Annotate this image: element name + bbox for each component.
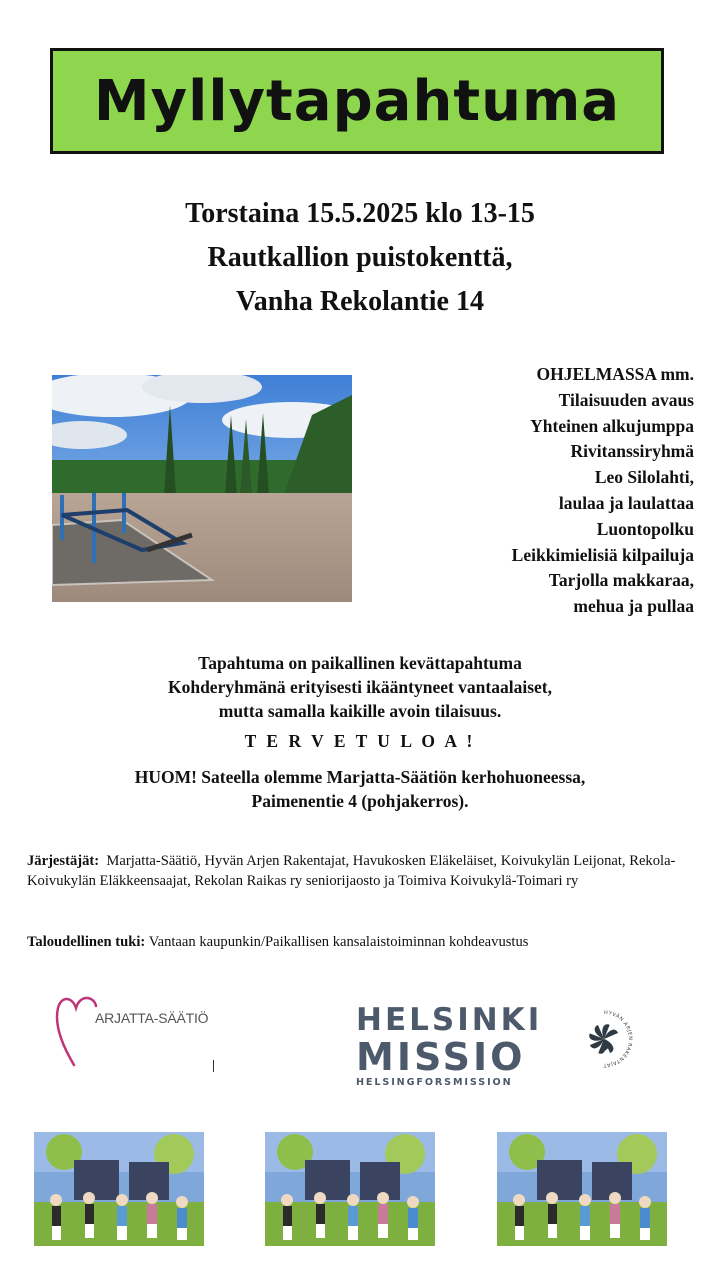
support-text: Vantaan kaupunkin/Paikallisen kansalaistoiminnan kohdeavustus [148,934,529,950]
seniors-exercise-illustration [265,1132,435,1246]
hm-line1: HELSINKI [356,1002,543,1038]
financial-support [27,933,707,953]
program-item: Luontopolku [596,518,694,539]
description-line: mutta samalla kaikille avoin tilaisuus. [218,701,502,721]
hm-line3: HELSINGFORSMISSION [356,1077,513,1088]
park-photo [52,375,352,602]
event-place: Rautkallion puistokenttä, [207,242,513,273]
helsinki-missio-logo [356,1003,542,1093]
program-list [374,362,694,620]
divider-mark [213,1060,214,1072]
program-item: Leikkimielisiä kilpailuja [511,544,694,565]
title-banner [50,48,664,154]
program-item: Yhteinen alkujumppa [530,415,694,436]
program-item: mehua ja pullaa [573,596,694,617]
welcome-text: T E R V E T U L O A ! [244,731,476,751]
organizers-text: Marjatta-Säätiö, Hyvän Arjen Rakentajat, Havukosken Eläkeläiset, Koivukylän Leijonat, Rekola-Koivukylän Eläkkeensaajat, Rekolan Raikas ry seniorijaosto ja Toimiva Koivukylä-Toimari ry [27,853,676,889]
hm-line2: MISSIO [356,1035,526,1079]
rain-note-line: HUOM! Sateella olemme Marjatta-Säätiön kerhohuoneessa, [134,767,586,787]
program-item: Tarjolla makkaraa, [548,570,694,591]
support-label: Taloudellinen tuki: [27,934,146,950]
page-title: Myllytapahtuma [93,68,621,134]
event-date: Torstaina 15.5.2025 klo 13-15 [185,198,535,229]
marjatta-logo [52,990,222,1070]
heart-icon [52,990,102,1070]
seniors-exercise-illustration [497,1132,667,1246]
pinwheel-icon [587,1022,618,1055]
description-line: Kohderyhmänä erityisesti ikääntyneet vantaalaiset, [167,677,552,697]
program-item: Rivitanssiryhmä [570,441,694,462]
event-address: Vanha Rekolantie 14 [236,286,484,317]
program-item: Tilaisuuden avaus [558,389,694,410]
organizers [27,852,697,891]
svg-text:HYVÄN ARJEN RAKENTAJAT [602,1010,633,1068]
hyvan-arjen-text: HYVÄN ARJEN RAKENTAJAT [602,1009,633,1069]
event-info [0,192,720,324]
seniors-exercise-illustration [34,1132,204,1246]
program-item: laulaa ja laulattaa [558,492,694,513]
rain-note [0,765,720,813]
program-heading: OHJELMASSA mm. [536,364,694,384]
organizers-label: Järjestäjät: [27,853,100,869]
rain-note-line: Paimenentie 4 (pohjakerros). [251,791,469,811]
event-description [0,651,720,723]
marjatta-logo-text: ARJATTA-SÄÄTIÖ [95,1010,209,1026]
program-item: Leo Silolahti, [594,467,694,488]
hyvan-arjen-logo [573,1008,635,1070]
description-line: Tapahtuma on paikallinen kevättapahtuma [198,653,522,673]
